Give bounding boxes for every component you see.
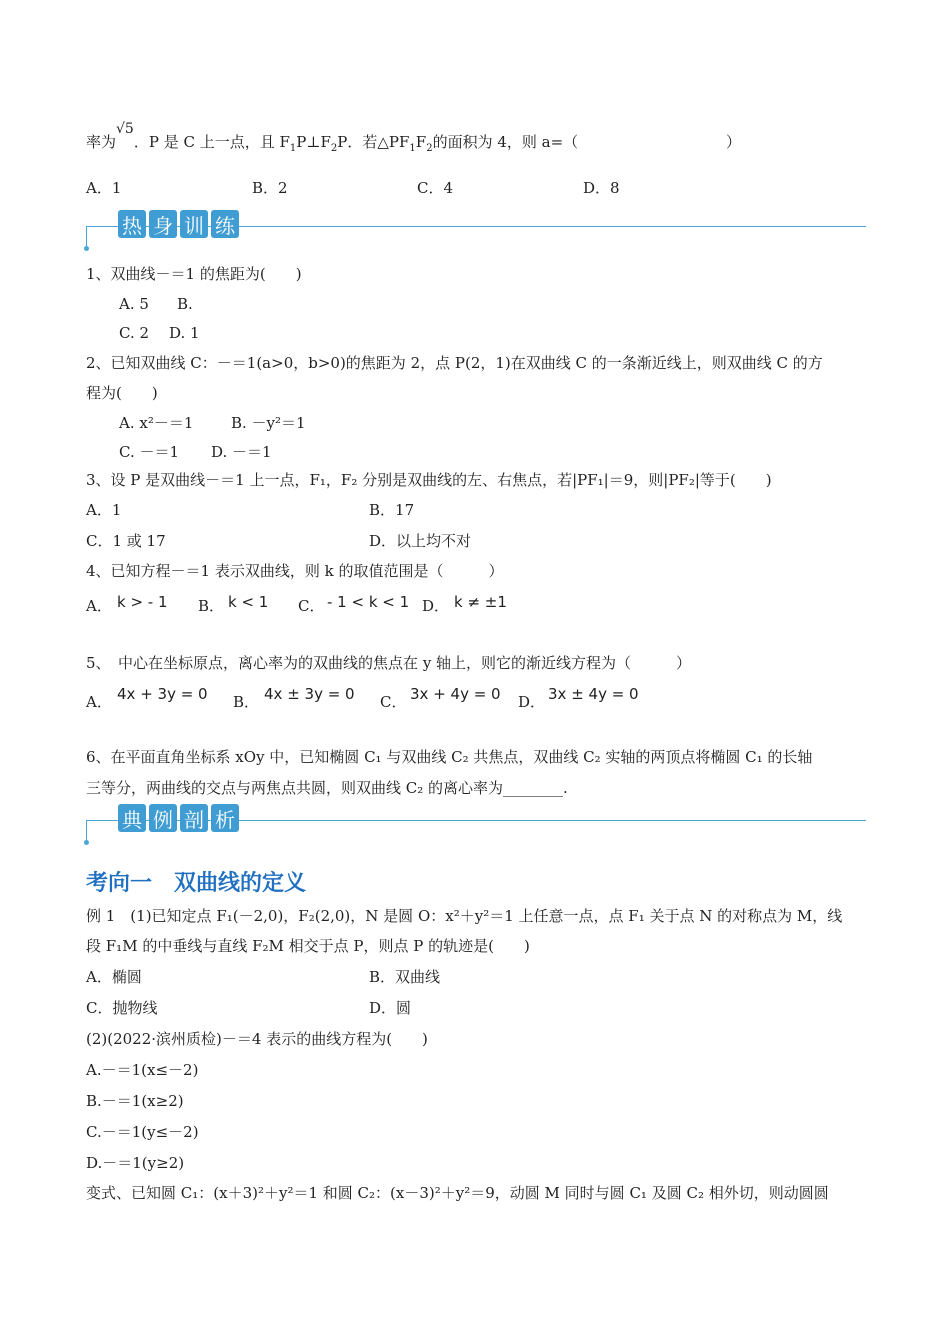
q4-expr-b: k < 1	[228, 593, 269, 611]
intro-option-d: D．8	[583, 179, 620, 197]
q2-option-a: A. x²－＝1	[119, 414, 194, 432]
intro-option-b: B．2	[252, 179, 288, 197]
banner-tile: 身	[149, 210, 177, 238]
q5-text: 5、 中心在坐标原点，离心率为的双曲线的焦点在 y 轴上，则它的渐近线方程为（ ）	[86, 654, 692, 672]
sqrt5-expr: √5	[116, 121, 134, 137]
q2-option-d: D. －＝1	[211, 443, 272, 461]
q2-option-c: C. －＝1	[119, 443, 180, 461]
banner-tile: 练	[211, 210, 239, 238]
banner-tile: 热	[118, 210, 146, 238]
intro-line: 率为√5．P 是 C 上一点，且 $F_1P\perp F_2P$．若$\triangle PF_1F_2$的面积为 4，则 a=（	[86, 121, 579, 154]
q5-expr-c: 3x + 4y = 0	[410, 685, 501, 703]
banner-vline	[86, 226, 87, 248]
banner-vline	[86, 820, 87, 842]
q1-option-d: D. 1	[169, 324, 200, 342]
banner-tiles	[118, 210, 239, 238]
banner-tile: 例	[149, 804, 177, 832]
ex1-part2-option-c: C.－＝1(y≤－2)	[86, 1123, 199, 1141]
q5-expr-d: 3x ± 4y = 0	[548, 685, 639, 703]
q5-label-b: B．	[233, 693, 260, 711]
q2-line2: 程为( )	[86, 384, 158, 402]
q5-label-d: D．	[518, 693, 546, 711]
banner-tile: 典	[118, 804, 146, 832]
intro-option-c: C．4	[417, 179, 454, 197]
intro-text-e: 的面积为 4，则 a=（	[432, 133, 579, 151]
intro-text-pre: 率为	[86, 133, 117, 151]
ex1-option-d: D．圆	[369, 999, 412, 1017]
ex1-line1: 例 1 (1)已知定点 F₁(－2,0)，F₂(2,0)，N 是圆 O：x²＋y²＝1 上任意一点，点 F₁ 关于点 N 的对称点为 M，线	[86, 907, 843, 925]
q5-label-a: A．	[86, 693, 112, 711]
q1-option-b: B.	[177, 295, 193, 313]
variant-text: 变式、已知圆 C₁：(x＋3)²＋y²＝1 和圆 C₂：(x－3)²＋y²＝9，动圆 M 同时与圆 C₁ 及圆 C₂ 相外切，则动圆圆	[86, 1184, 829, 1202]
banner-tile: 剖	[180, 804, 208, 832]
ex1-part2-option-d: D.－＝1(y≥2)	[86, 1154, 185, 1172]
q4-label-a: A．	[86, 597, 112, 615]
section-heading: 考向一 双曲线的定义	[86, 871, 307, 896]
intro-option-a: A．1	[86, 179, 122, 197]
q3-text: 3、设 P 是双曲线－＝1 上一点，F₁，F₂ 分别是双曲线的左、右焦点，若|PF₁|＝9，则|PF₂|等于( )	[86, 471, 772, 489]
q4-expr-d: k ≠ ±1	[454, 593, 507, 611]
q4-expr-c: - 1 < k < 1	[327, 593, 410, 611]
banner-dot	[84, 246, 89, 251]
banner-dot	[84, 840, 89, 845]
intro-text-c: P．若△PF	[337, 133, 410, 151]
q3-option-b: B．17	[369, 501, 415, 519]
q6-line1: 6、在平面直角坐标系 xOy 中，已知椭圆 C₁ 与双曲线 C₂ 共焦点，双曲线 C₂ 实轴的两顶点将椭圆 C₁ 的长轴	[86, 748, 813, 766]
ex1-part2-option-b: B.－＝1(x≥2)	[86, 1092, 184, 1110]
q2-option-b: B. －y²＝1	[231, 414, 306, 432]
ex1-line2: 段 F₁M 的中垂线与直线 F₂M 相交于点 P，则点 P 的轨迹是( )	[86, 937, 530, 955]
ex1-option-c: C．抛物线	[86, 999, 158, 1017]
banner-tiles	[118, 804, 239, 832]
q4-label-d: D．	[422, 597, 450, 615]
q4-label-b: B．	[198, 597, 225, 615]
section-banner-warmup	[86, 213, 866, 258]
q4-text: 4、已知方程－＝1 表示双曲线，则 k 的取值范围是（ ）	[86, 562, 504, 580]
q2-line1: 2、已知双曲线 C：－＝1(a>0，b>0)的焦距为 2，点 P(2，1)在双曲线 C 的一条渐近线上，则双曲线 C 的方	[86, 354, 823, 372]
q3-option-a: A．1	[86, 501, 122, 519]
intro-text-d: F	[415, 133, 427, 151]
q6-line2: 三等分，两曲线的交点与两焦点共圆，则双曲线 C₂ 的离心率为________.	[86, 779, 568, 797]
ex1-part2-option-a: A.－＝1(x≤－2)	[86, 1061, 199, 1079]
q5-expr-a: 4x + 3y = 0	[117, 685, 208, 703]
q5-expr-b: 4x ± 3y = 0	[264, 685, 355, 703]
ex1-option-a: A．椭圆	[86, 968, 142, 986]
q4-expr-a: k > - 1	[117, 593, 168, 611]
q4-label-c: C．	[298, 597, 325, 615]
ex1-option-b: B．双曲线	[369, 968, 441, 986]
section-banner-examples	[86, 807, 866, 852]
q3-option-c: C．1 或 17	[86, 532, 166, 550]
intro-text-b: P⊥F	[296, 133, 331, 151]
banner-tile: 训	[180, 210, 208, 238]
q5-label-c: C．	[380, 693, 407, 711]
q3-option-d: D．以上均不对	[369, 532, 472, 550]
q1-option-a: A. 5	[119, 295, 149, 313]
banner-tile: 析	[211, 804, 239, 832]
ex1-part2: (2)(2022·滨州质检)－＝4 表示的曲线方程为( )	[86, 1030, 428, 1048]
intro-text-a: ．P 是 C 上一点，且 F	[133, 133, 290, 151]
q1-text: 1、双曲线－＝1 的焦距为( )	[86, 265, 302, 283]
intro-close-paren: ）	[726, 133, 742, 151]
q1-option-c: C. 2	[119, 324, 150, 342]
